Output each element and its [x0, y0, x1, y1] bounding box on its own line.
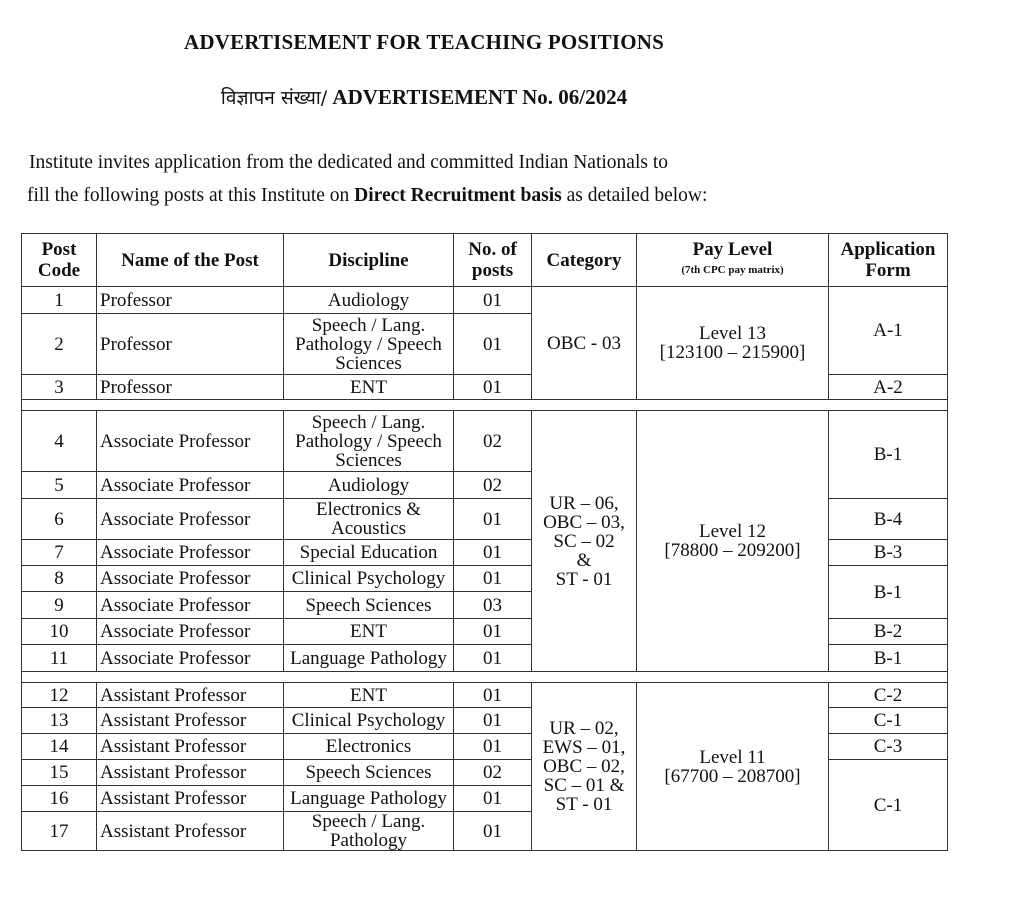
posts-count: 01: [454, 645, 532, 672]
post-name: Assistant Professor: [97, 708, 284, 734]
post-name: Associate Professor: [97, 645, 284, 672]
post-code: 13: [22, 708, 97, 734]
category-cell-line: ST - 01: [555, 794, 613, 815]
posts-count: 02: [454, 472, 532, 499]
post-code: 3: [22, 375, 97, 400]
positions-table: [21, 233, 948, 851]
post-name: Professor: [97, 375, 284, 400]
post-name: Assistant Professor: [97, 786, 284, 812]
discipline: Audiology: [284, 472, 454, 499]
intro-line-2: [27, 179, 827, 212]
post-code: 11: [22, 645, 97, 672]
post-code: 15: [22, 760, 97, 786]
post-code: 6: [22, 499, 97, 540]
header-pay-level-text: Pay Level: [692, 239, 773, 260]
application-form: B-4: [829, 499, 948, 540]
application-form: C-1: [829, 708, 948, 734]
application-form: B-1: [829, 411, 948, 499]
discipline: Speech Sciences: [284, 760, 454, 786]
posts-count: 01: [454, 499, 532, 540]
post-name: Professor: [97, 287, 284, 314]
category-cell-line: EWS – 01,: [542, 737, 626, 758]
discipline: ENT: [284, 619, 454, 645]
post-code: 16: [22, 786, 97, 812]
post-code: 4: [22, 411, 97, 472]
posts-count: 01: [454, 812, 532, 851]
discipline: Speech / Lang. Pathology / Speech Sciences: [284, 411, 454, 472]
pay-level-cell-line: [78800 – 209200]: [664, 540, 801, 561]
intro-paragraph: [27, 146, 827, 212]
posts-count: 01: [454, 375, 532, 400]
application-form: C-1: [829, 760, 948, 851]
category-cell-line: OBC – 03,: [543, 511, 625, 533]
category-cell-line: SC – 01 &: [543, 775, 625, 796]
header-pay-level-note: (7th CPC pay matrix): [681, 264, 784, 276]
discipline: ENT: [284, 375, 454, 400]
posts-count: 01: [454, 786, 532, 812]
pay-level-cell: [637, 683, 829, 851]
discipline: Speech / Lang. Pathology / Speech Sciences: [284, 314, 454, 375]
intro-text-end: as detailed below:: [561, 185, 708, 206]
post-name: Associate Professor: [97, 499, 284, 540]
table-row: [22, 683, 948, 708]
posts-count: 01: [454, 734, 532, 760]
pay-level-cell: [637, 411, 829, 672]
discipline: Electronics & Acoustics: [284, 499, 454, 540]
pay-level-cell: [637, 287, 829, 400]
discipline: Language Pathology: [284, 645, 454, 672]
post-name: Professor: [97, 314, 284, 375]
posts-count: 01: [454, 314, 532, 375]
post-name: Assistant Professor: [97, 734, 284, 760]
post-code: 1: [22, 287, 97, 314]
header-application-form: Application Form: [829, 234, 948, 287]
post-code: 5: [22, 472, 97, 499]
posts-count: 01: [454, 619, 532, 645]
discipline: Speech Sciences: [284, 592, 454, 619]
post-code: 7: [22, 540, 97, 566]
post-code: 14: [22, 734, 97, 760]
post-name: Associate Professor: [97, 619, 284, 645]
discipline: Language Pathology: [284, 786, 454, 812]
header-category: Category: [532, 234, 637, 287]
table-separator: [22, 672, 948, 683]
separator-cell: [22, 400, 948, 411]
discipline: Clinical Psychology: [284, 566, 454, 592]
application-form: C-3: [829, 734, 948, 760]
application-form: A-1: [829, 287, 948, 375]
application-form: C-2: [829, 683, 948, 708]
post-code: 8: [22, 566, 97, 592]
pay-level-cell-line: [123100 – 215900]: [659, 342, 806, 363]
category-cell-line: UR – 06,: [549, 492, 619, 514]
category-cell: [532, 683, 637, 851]
category-cell: [532, 411, 637, 672]
discipline: Speech / Lang. Pathology: [284, 812, 454, 851]
pay-level-cell-line: Level 12: [698, 521, 766, 542]
post-name: Assistant Professor: [97, 760, 284, 786]
advertisement-number: [0, 84, 848, 110]
post-name: Assistant Professor: [97, 683, 284, 708]
post-name: Associate Professor: [97, 540, 284, 566]
table-separator: [22, 400, 948, 411]
discipline: Electronics: [284, 734, 454, 760]
post-code: 2: [22, 314, 97, 375]
category-cell-line: ST - 01: [555, 568, 613, 590]
application-form: B-1: [829, 645, 948, 672]
discipline: Clinical Psychology: [284, 708, 454, 734]
category-cell-line: OBC - 03: [547, 332, 621, 354]
posts-count: 01: [454, 566, 532, 592]
category-cell: [532, 287, 637, 400]
pay-level-cell-line: Level 13: [698, 323, 766, 344]
discipline: Audiology: [284, 287, 454, 314]
separator-cell: [22, 672, 948, 683]
posts-count: 03: [454, 592, 532, 619]
application-form: B-2: [829, 619, 948, 645]
discipline: ENT: [284, 683, 454, 708]
category-cell-line: UR – 02,: [549, 718, 619, 739]
category-cell-line: &: [576, 549, 592, 571]
posts-count: 01: [454, 540, 532, 566]
category-cell-line: SC – 02: [553, 530, 615, 552]
post-name: Associate Professor: [97, 566, 284, 592]
header-post-code: Post Code: [22, 234, 97, 287]
application-form: A-2: [829, 375, 948, 400]
pay-level-cell-line: Level 11: [699, 746, 766, 768]
post-code: 10: [22, 619, 97, 645]
posts-count: 02: [454, 411, 532, 472]
post-name: Assistant Professor: [97, 812, 284, 851]
header-pay-level: [637, 234, 829, 287]
header-discipline: Discipline: [284, 234, 454, 287]
application-form: B-3: [829, 540, 948, 566]
application-form: B-1: [829, 566, 948, 619]
table-row: [22, 411, 948, 472]
posts-count: 01: [454, 287, 532, 314]
posts-count: 01: [454, 683, 532, 708]
posts-count: 01: [454, 708, 532, 734]
intro-line-1: Institute invites application from the dedicated and committed Indian Nationals to: [29, 152, 668, 173]
post-name: Associate Professor: [97, 411, 284, 472]
table-row: [22, 287, 948, 314]
pay-level-cell-line: [67700 – 208700]: [664, 765, 801, 787]
header-name: Name of the Post: [97, 234, 284, 287]
discipline: Special Education: [284, 540, 454, 566]
category-cell-line: OBC – 02,: [543, 756, 625, 777]
post-name: Associate Professor: [97, 592, 284, 619]
post-code: 17: [22, 812, 97, 851]
hindi-label: विज्ञापन संख्या/: [220, 87, 328, 109]
post-code: 9: [22, 592, 97, 619]
page-title: ADVERTISEMENT FOR TEACHING POSITIONS: [183, 30, 665, 54]
header-posts: No. of posts: [454, 234, 532, 287]
post-name: Associate Professor: [97, 472, 284, 499]
post-code: 12: [22, 683, 97, 708]
intro-text: fill the following posts at this Institute on: [27, 185, 355, 206]
advertisement-number-text: ADVERTISEMENT No. 06/2024: [332, 85, 628, 109]
intro-bold: Direct Recruitment basis: [354, 185, 562, 206]
posts-count: 02: [454, 760, 532, 786]
